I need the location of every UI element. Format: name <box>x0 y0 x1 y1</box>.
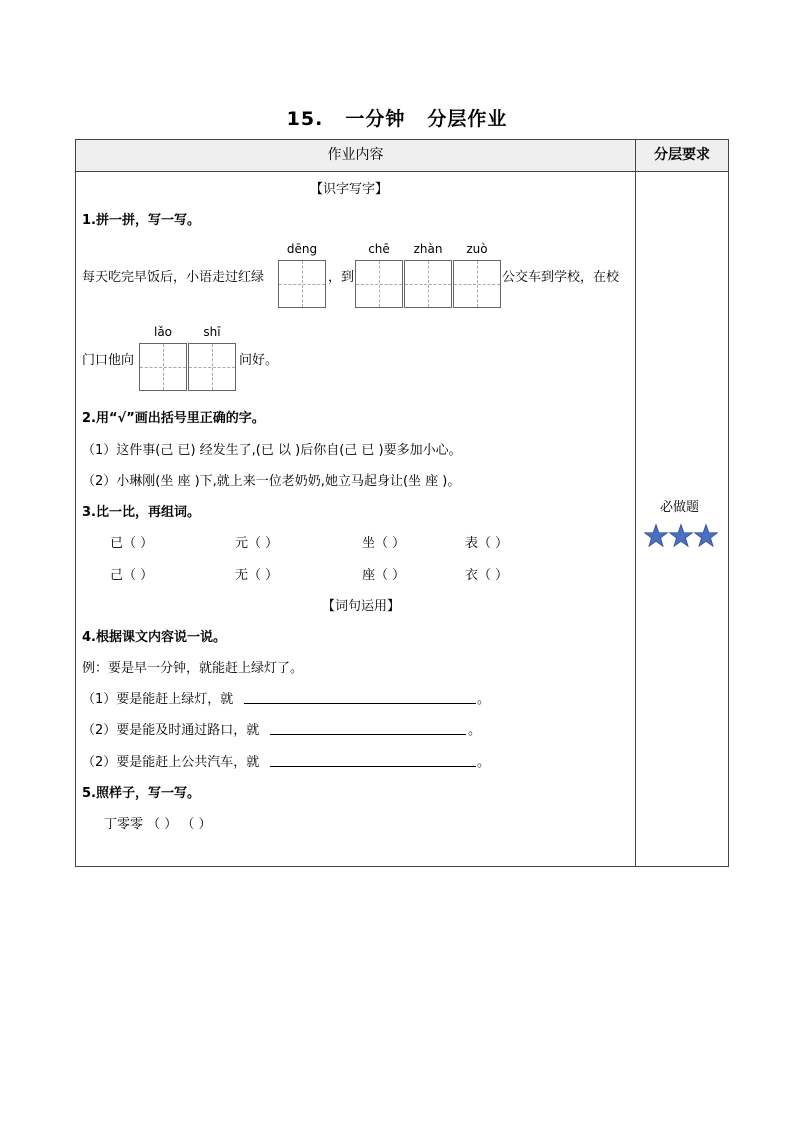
star-icon <box>670 525 693 547</box>
pinyin-zuo: zuò <box>466 242 488 256</box>
q1-line1-a: 每天吃完早饭后，小语走过红绿 <box>82 270 265 285</box>
title-sub: 分层作业 <box>427 108 508 130</box>
q1-prompt: 1.拼一拼，写一写。 <box>82 213 200 228</box>
header-level: 分层要求 <box>654 147 710 163</box>
period: 。 <box>477 692 491 707</box>
section-literacy: 【识字写字】 <box>310 182 389 197</box>
answer-line[interactable] <box>270 734 466 735</box>
q4-item2: （2）要是能及时通过路口，就 <box>82 723 260 738</box>
q2-item2: （2）小琳刚(坐 座 )下,就上来一位老奶奶,她立马起身让(坐 座 )。 <box>82 474 461 489</box>
period: 。 <box>468 723 482 738</box>
q1-line2-a: 门口他向 <box>82 353 135 368</box>
column-divider <box>635 140 636 866</box>
writing-box[interactable] <box>188 343 236 391</box>
page-title <box>0 104 794 131</box>
star-icon <box>645 525 668 547</box>
q3-word: 表（ ） <box>465 536 509 551</box>
q2-prompt: 2.用“√”画出括号里正确的字。 <box>82 411 265 426</box>
writing-box[interactable] <box>404 260 452 308</box>
level-label: 必做题 <box>660 500 700 515</box>
section-words: 【词句运用】 <box>322 599 401 614</box>
period: 。 <box>477 755 491 770</box>
title-main: 一分钟 <box>345 108 406 130</box>
pinyin-che: chē <box>368 242 390 256</box>
q3-word: 己（ ） <box>110 568 154 583</box>
star-icon <box>695 525 718 547</box>
q5-example: 丁零零 （ ） （ ） <box>104 817 212 832</box>
q3-word: 无（ ） <box>235 568 279 583</box>
pinyin-deng: dēng <box>286 242 318 256</box>
q3-word: 坐（ ） <box>362 536 406 551</box>
writing-box[interactable] <box>139 343 187 391</box>
q3-word: 已（ ） <box>110 536 154 551</box>
pinyin-lao: lǎo <box>153 325 173 339</box>
writing-box[interactable] <box>278 260 326 308</box>
pinyin-shi: shī <box>203 325 221 339</box>
q3-word: 元（ ） <box>235 536 279 551</box>
q4-example: 例：要是早一分钟，就能赶上绿灯了。 <box>82 661 304 676</box>
q3-prompt: 3.比一比，再组词。 <box>82 505 200 520</box>
table-header <box>76 140 728 172</box>
answer-line[interactable] <box>244 703 476 704</box>
writing-box[interactable] <box>355 260 403 308</box>
q1-line2-b: 问好。 <box>239 353 279 368</box>
q4-item1: （1）要是能赶上绿灯，就 <box>82 692 234 707</box>
q4-item3: （2）要是能赶上公共汽车，就 <box>82 755 260 770</box>
title-number: 15. <box>286 108 324 130</box>
q1-line1-c: 公交车到学校，在校 <box>502 270 620 285</box>
q1-line1-b: ，到 <box>328 270 355 285</box>
writing-box[interactable] <box>453 260 501 308</box>
q3-word: 衣（ ） <box>465 568 509 583</box>
q3-word: 座（ ） <box>362 568 406 583</box>
q4-prompt: 4.根据课文内容说一说。 <box>82 630 226 645</box>
pinyin-zhan: zhàn <box>413 242 443 256</box>
difficulty-stars <box>644 523 718 553</box>
header-content: 作业内容 <box>327 147 384 163</box>
q2-item1: （1）这件事(己 已) 经发生了,(已 以 )后你自(己 已 )要多加小心。 <box>82 443 462 458</box>
answer-line[interactable] <box>270 766 476 767</box>
q5-prompt: 5.照样子，写一写。 <box>82 786 200 801</box>
